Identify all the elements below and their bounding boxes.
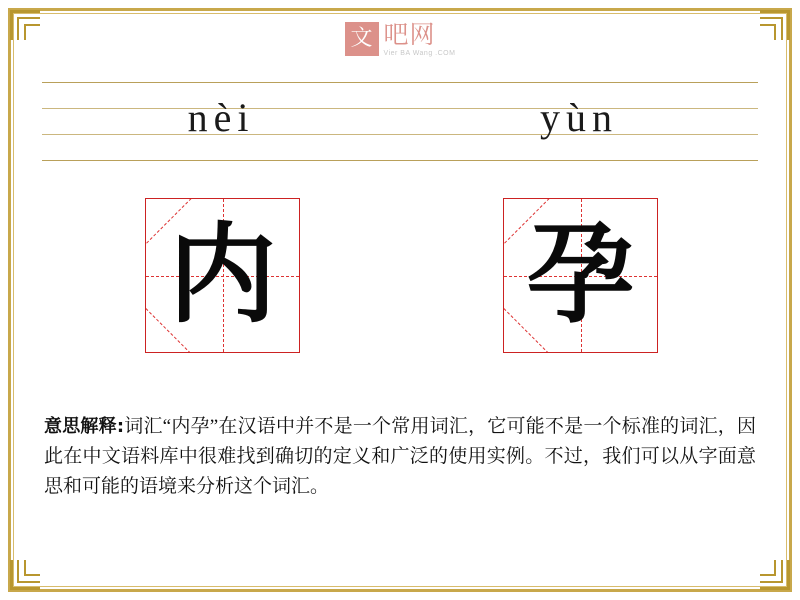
- character-glyph-first: 内: [168, 212, 277, 338]
- character-grid-row: [0, 198, 800, 358]
- corner-ornament-bottom-left: [10, 560, 40, 590]
- logo-title: 吧网: [383, 19, 436, 49]
- explanation-block: [44, 412, 756, 502]
- corner-ornament-bottom-right: [760, 560, 790, 590]
- explanation-label: 意思解释:: [44, 416, 125, 437]
- character-glyph-second: 孕: [526, 212, 635, 338]
- staff-line-4: [42, 160, 758, 161]
- explanation-text: 词汇“内孕”在汉语中并不是一个常用词汇，它可能不是一个标准的词汇，因此在中文语料库中很难找到确切的定义和广泛的使用实例。不过，我们可以从字面意思和可能的语境来分析这个词汇。: [44, 416, 757, 497]
- pinyin-row: [42, 82, 758, 160]
- corner-ornament-top-right: [760, 10, 790, 40]
- pinyin-first: nèi: [187, 94, 255, 140]
- character-box-second: [503, 198, 658, 353]
- logo-text: [383, 19, 456, 57]
- logo-mark-icon: 文: [345, 22, 379, 56]
- pinyin-staff: [42, 82, 758, 162]
- corner-ornament-top-left: [10, 10, 40, 40]
- site-logo-watermark: [325, 16, 475, 62]
- logo-subtitle: Vier BA Wang .COM: [383, 49, 456, 57]
- pinyin-second: yùn: [540, 94, 618, 140]
- character-box-first: [145, 198, 300, 353]
